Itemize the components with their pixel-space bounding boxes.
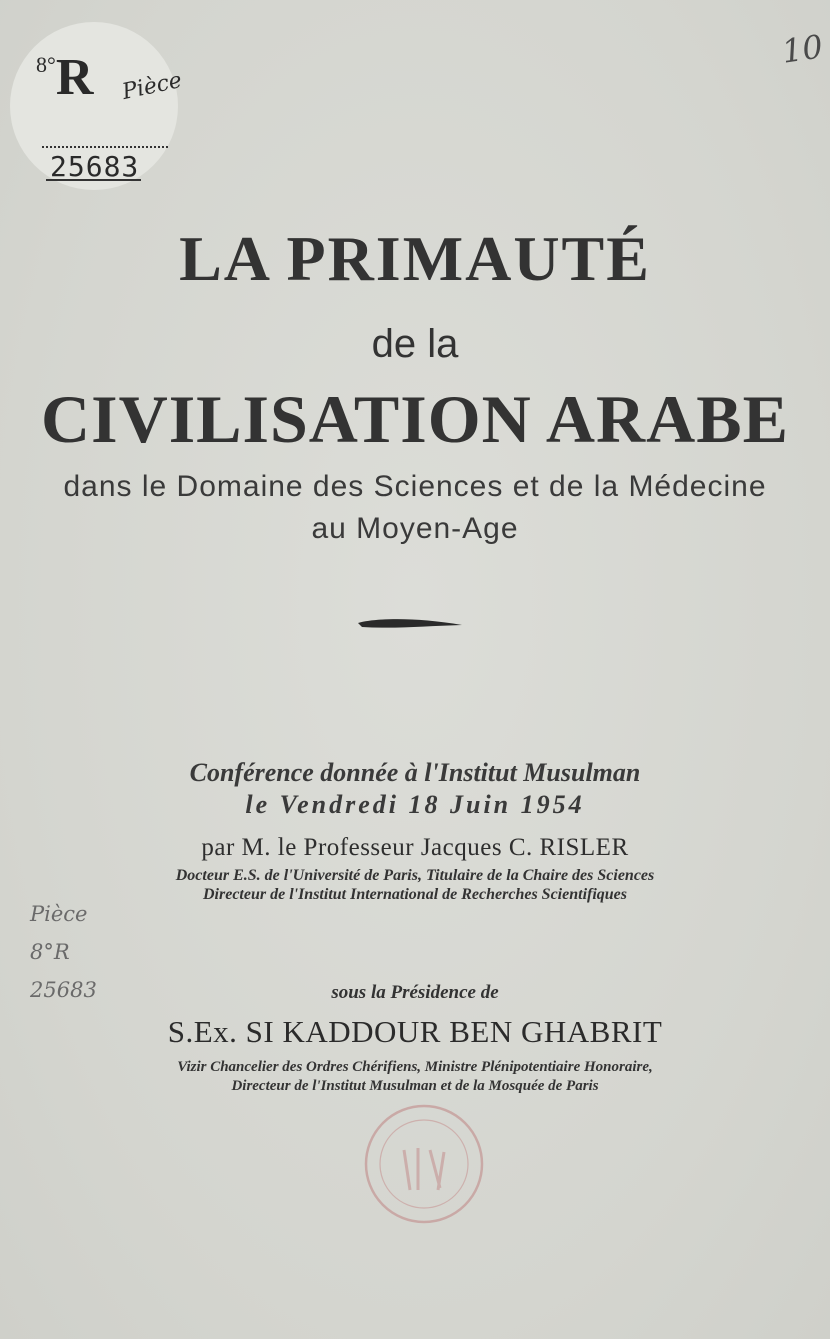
library-round-stamp-icon [360,1100,488,1228]
corner-handwritten-mark: 10 [779,27,826,71]
conference-line-1: Conférence donnée à l'Institut Musulman [189,758,641,787]
president-name: S.Ex. SI KADDOUR BEN GHABRIT [167,1014,663,1049]
title-line-2: de la [371,322,459,366]
shelfmark-number: 25683 [50,150,140,183]
ornament-rule-icon [356,612,464,636]
title-line-3: CIVILISATION ARABE [41,381,789,457]
conference-date: le Vendredi 18 Juin 1954 [245,790,585,819]
margin-note-line-3: 25683 [30,978,97,1002]
dotted-rule [42,146,168,148]
president-credentials [0,1058,830,1096]
margin-note-line-1: Pièce [30,902,88,926]
speaker-line: par M. le Professeur Jacques C. RISLER [201,834,629,861]
library-shelfmark-stamp [10,22,185,190]
speaker-credential-2: Directeur de l'Institut International de Recherches Scientifiques [202,886,628,903]
margin-note-line-2: 8°R [30,940,70,964]
speaker-credentials [0,866,830,904]
subtitle-line-1: dans le Domaine des Sciences et de la Médecine [63,470,767,503]
presidency-intro: sous la Présidence de [331,982,499,1003]
shelfmark-handwritten: Pièce [120,68,185,105]
margin-handwritten-note [30,895,97,1009]
speaker-credential-1: Docteur E.S. de l'Université de Paris, Titulaire de la Chaire des Sciences [175,867,655,884]
president-credential-1: Vizir Chancelier des Ordres Chérifiens, Ministre Plénipotentiaire Honoraire, [177,1059,653,1075]
president-credential-2: Directeur de l'Institut Musulman et de la Mosquée de Paris [231,1078,599,1094]
shelfmark-code: $^{8^\circ}$R [36,49,94,106]
subtitle-line-2: au Moyen-Age [311,512,519,545]
title-line-1: LA PRIMAUTÉ [179,223,651,294]
